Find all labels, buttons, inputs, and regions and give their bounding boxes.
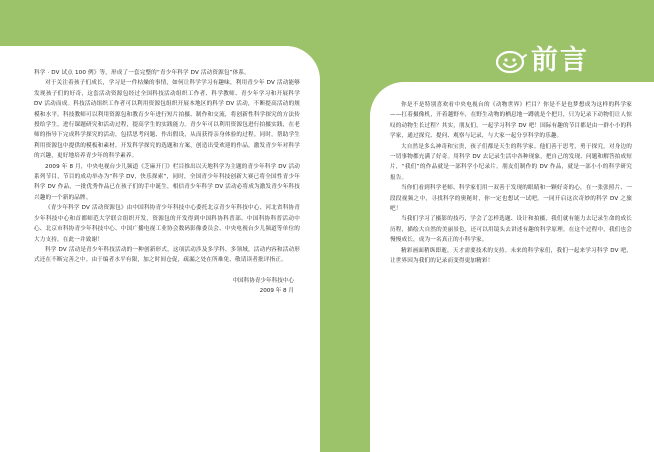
left-paragraph-1: 科学 · DV 试点 100 例》等，形成了一套完整的“青少年科学 DV 活动资源包”体系。	[34, 70, 250, 76]
right-paragraph-4: 当我们学习了摄影的技巧，学会了怎样选题、设计和拍摄，我们就有能力去记录生命的成长历程，描绘大自然的美丽景色，还可以用镜头去讲述有趣的科学原理。在这个过程中，我们也会慢慢成长，成为一名真正的小科学家。	[390, 216, 632, 244]
right-paragraph-1: 你是不是特别喜欢看中央电视台的《动物世界》栏目？你是不是也梦想成为这样的科学家——扛着摄像机，开着越野车，在野生动物的栖息地一蹲就是个把月，只为记录下动物们让人惊叹的动物生长过程？其实，朋友们，一起学习科学 DV 吧！国际有趣的节目都是由一群小小的科学家，通过探究、提问、观察与记录，与大家一起分享科学的乐趣。	[390, 102, 632, 140]
signature-org: 中国科协青少年科技中心	[232, 277, 294, 284]
right-paragraph-2: 大自然是多么神奇和宝贵，孩子们都是天生的科学家。他们善于思考，勇于探究，对身边的一切事物都充满了好奇。用科学 DV 去记录生活中各种现象，把自己的发现、问题和解答拍成短片，“我们”的作品就是一部科学小纪录片。朋友们制作的 DV 作品，就是一部小小的科学研究报告。	[390, 143, 632, 181]
signature	[34, 276, 300, 296]
right-paragraph-3: 当你们看到科学老师、科学家们用一双善于发现的眼睛和一颗好奇的心，在一张张照片、一段段视频之中，寻找科学的奥秘时，你一定也想试一试吧。一同开启这次奇妙的科学 DV 之旅吧！	[390, 185, 632, 213]
left-page	[0, 46, 320, 452]
page-title: 前言	[531, 45, 589, 76]
left-paragraph-2: 对于关注着孩子们成长，学习是一件枯燥的事情，如何让科学学习有趣味，利用青少年 DV 活动能够发现孩子们的好奇，这套活动资源包经过全国科技活动组织工作者、科学教师、青少年学习和开展科学 DV 活动而成。科技活动组织工作者可以利用资源包组织开展本地区的科学 DV 活动，不断提高活动的规模和水平。科技教师可以利用资源包和教育少年进行短片拍摄、制作和交流，将创新性科学探究的方法传授给学生，进行课题研究和活动过程，提高学生的实践能力。青少年可以利用资源包进行拍摄实践，在老师的指导下完成科学探究的活动，包括思考问题、作出假设，从而获得亲身体验的过程。同时，帮助学生利用资源包中提供的模板和素材，开发科学探究的选题和方案，创造出受欢迎的作品，激发青少年对科学的兴趣，更好地培养青少年的科学素养。	[34, 80, 300, 160]
signature-date: 2009 年 8 月	[259, 287, 294, 294]
left-paragraph-3: 2009 年 8 月，中央电视台少儿频道《芝麻开门》栏目推出以天地科学为主题的青少年科学 DV 活动系列节目，节目的成功举办为“科学 DV，快乐探索”，同时，全国青少年科技创新大赛已将全国性青少年科学 DV 作品，一批优秀作品已在孩子们的手中诞生，相信青少年科学 DV 活动必将成为激发青少年科技兴趣的一个新的品牌。	[34, 163, 300, 201]
left-paragraph-5: 科学 DV 活动是青少年科技活动的一种创新形式，这项活动涉及多学科、多领域，活动内容和活动形式还在不断完善之中。由于编者水平有限，加之时间仓促，疏漏之处在所难免，敬请读者批评指正。	[34, 246, 300, 264]
smiley-face-icon	[495, 50, 527, 74]
right-paragraph-5: 精彩画面稍纵即逝，天才需要技术的支持。未来的科学家们，我们一起来学习科学 DV 吧，让世界因为我们的记录而变得更加精彩！	[390, 247, 632, 265]
section-header	[495, 44, 645, 80]
right-page	[370, 82, 654, 452]
left-paragraph-4: 《青少年科学 DV 活动资源包》由中国科协青少年科技中心委托北京青少年科技中心、河北省科协青少年科技中心和首都师范大学联合组织开发，资源包的开发得到中国科协科普部、中国科协科普活动中心、北京市科协青少年科技中心、中国广播电视工业协会数码影像委员会、中央电视台少儿频道等单位的大力支持，在此一并致谢！	[34, 205, 300, 243]
